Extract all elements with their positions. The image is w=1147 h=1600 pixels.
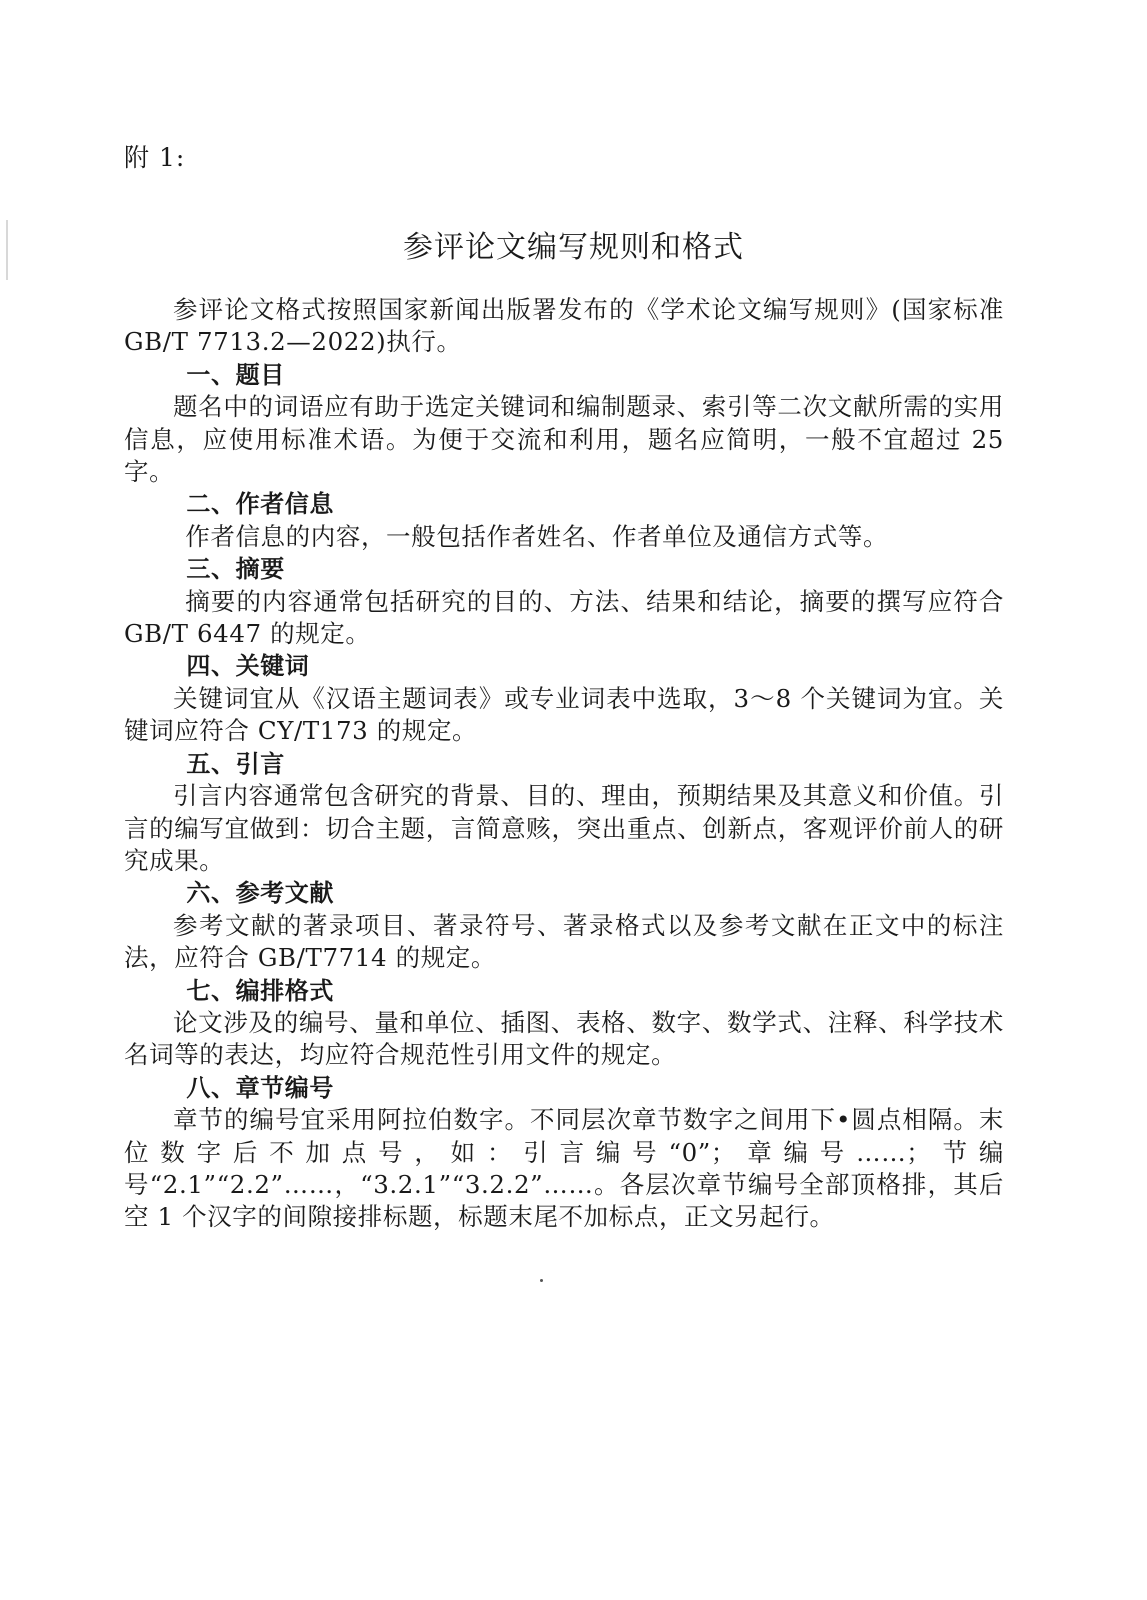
section-text-abstract: 摘要的内容通常包括研究的目的、方法、结果和结论，摘要的撰写应符合 GB/T 6447 的规定。 (124, 586, 1004, 649)
section-heading-chapter-numbering: 八、章节编号 (186, 1073, 334, 1102)
section-text-introduction: 引言内容通常包含研究的背景、目的、理由，预期结果及其意义和价值。引言的编写宜做到：切合主题，言简意赅，突出重点、创新点，客观评价前人的研究成果。 (124, 781, 1004, 875)
section-text-references: 参考文献的著录项目、著录符号、著录格式以及参考文献在正文中的标注法，应符合 GB/T7714 的规定。 (124, 910, 1004, 973)
intro-paragraph: 参评论文格式按照国家新闻出版署发布的《学术论文编写规则》(国家标准 GB/T 7713.2—2022)执行。 (124, 295, 1004, 357)
document-body (124, 294, 1004, 1234)
section-text-author: 作者信息的内容，一般包括作者姓名、作者单位及通信方式等。 (185, 521, 889, 551)
section-text-title: 题名中的词语应有助于选定关键词和编制题录、索引等二次文献所需的实用信息，应使用标准术语。为便于交流和利用，题名应简明，一般不宜超过 25 字。 (124, 392, 1004, 487)
section-text-keywords: 关键词宜从《汉语主题词表》或专业词表中选取，3～8 个关键词为宜。关键词应符合 CY/T173 的规定。 (124, 683, 1004, 746)
section-text-layout: 论文涉及的编号、量和单位、插图、表格、数字、数学式、注释、科学技术名词等的表达，均应符合规范性引用文件的规定。 (124, 1007, 1004, 1070)
section-heading-keywords: 四、关键词 (186, 652, 310, 681)
section-heading-layout: 七、编排格式 (186, 976, 334, 1005)
section-heading-introduction: 五、引言 (186, 749, 285, 778)
section-heading-author: 二、作者信息 (186, 490, 334, 519)
document-title: 参评论文编写规则和格式 (403, 230, 744, 265)
section-heading-title: 一、题目 (186, 360, 285, 389)
section-heading-abstract: 三、摘要 (186, 555, 285, 584)
section-heading-references: 六、参考文献 (186, 879, 334, 908)
section-text-chapter-numbering: 章节的编号宜采用阿拉伯数字。不同层次章节数字之间用下•圆点相隔。末位数字后不加点号，如：引言编号“0”；章编号……；节编号“2.1”“2.2”……，“3.2.1”“3.2.2”……。各层次章节编号全部顶格排，其后空 1 个汉字的间隙接排标题，标题末尾不加标点，正文另起行。 (124, 1105, 1004, 1232)
scan-speck (540, 1279, 543, 1282)
attachment-label: 附 1: (124, 143, 186, 172)
